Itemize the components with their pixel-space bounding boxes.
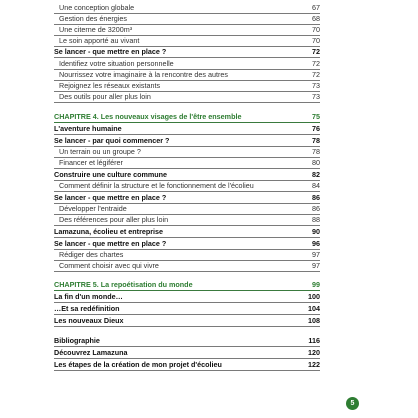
toc-section-page: 122 xyxy=(308,360,320,369)
toc-section[interactable] xyxy=(54,304,320,315)
toc-entry-label: Rédiger des chartes xyxy=(59,250,124,259)
toc-entry[interactable] xyxy=(54,36,320,47)
toc-entry-label: Des références pour aller plus loin xyxy=(59,215,169,224)
toc-section-page: 78 xyxy=(312,136,320,145)
toc-entry[interactable] xyxy=(54,158,320,169)
toc-entry-page: 86 xyxy=(312,204,320,213)
toc-section-page: 82 xyxy=(312,170,320,179)
toc-entry-page: 97 xyxy=(312,250,320,259)
toc-section[interactable] xyxy=(54,348,320,359)
toc-chapter-page: 99 xyxy=(312,280,320,289)
toc-entry[interactable] xyxy=(54,81,320,92)
toc-section-label: Lamazuna, écolieu et entreprise xyxy=(54,227,164,236)
toc-entry-label: Une conception globale xyxy=(59,3,135,12)
toc-entry-page: 80 xyxy=(312,158,320,167)
toc-chapter-label: CHAPITRE 5. La repoétisation du monde xyxy=(54,280,193,289)
toc-section-label: Bibliographie xyxy=(54,336,100,345)
toc-entry-label: Le soin apporté au vivant xyxy=(59,36,140,45)
toc-entry[interactable] xyxy=(54,261,320,272)
toc-entry[interactable] xyxy=(54,181,320,192)
toc-entry[interactable] xyxy=(54,215,320,226)
toc-section[interactable] xyxy=(54,292,320,303)
toc-entry-page: 73 xyxy=(312,92,320,101)
toc-entry[interactable] xyxy=(54,3,320,14)
toc-entry-page: 97 xyxy=(312,261,320,270)
toc-entry-page: 72 xyxy=(312,59,320,68)
toc-entry-page: 67 xyxy=(312,3,320,12)
toc-section[interactable] xyxy=(54,316,320,327)
toc-entry[interactable] xyxy=(54,25,320,36)
toc-chapter-4[interactable] xyxy=(54,112,320,123)
toc-entry-label: Nourrissez votre imaginaire à la rencontre des autres xyxy=(59,70,228,79)
toc-entry-page: 73 xyxy=(312,81,320,90)
toc-section-label: Découvrez Lamazuna xyxy=(54,348,128,357)
toc-entry-label: Financer et légiférer xyxy=(59,158,123,167)
toc-section[interactable] xyxy=(54,136,320,147)
toc-section-page: 120 xyxy=(308,348,320,357)
toc-entry-label: Développer l'entraide xyxy=(59,204,127,213)
toc-section-label: L'aventure humaine xyxy=(54,124,122,133)
toc-entry-page: 72 xyxy=(312,70,320,79)
toc-entry-page: 88 xyxy=(312,215,320,224)
toc-chapter-label: CHAPITRE 4. Les nouveaux visages de l'être ensemble xyxy=(54,112,242,121)
toc-entry[interactable] xyxy=(54,250,320,261)
toc-section-label: Se lancer - que mettre en place ? xyxy=(54,239,167,248)
toc-section-label: Les étapes de la création de mon projet d'écolieu xyxy=(54,360,222,369)
toc-section-label: Construire une culture commune xyxy=(54,170,168,179)
toc-section-label: …Et sa redéfinition xyxy=(54,304,120,313)
toc-section-page: 72 xyxy=(312,47,320,56)
toc-entry-page: 70 xyxy=(312,25,320,34)
toc-section-page: 86 xyxy=(312,193,320,202)
toc-section[interactable] xyxy=(54,227,320,238)
toc-entry-label: Identifiez votre situation personnelle xyxy=(59,59,174,68)
toc-chapter-5[interactable] xyxy=(54,280,320,291)
toc-entry-page: 84 xyxy=(312,181,320,190)
toc-section-page: 96 xyxy=(312,239,320,248)
toc-entry[interactable] xyxy=(54,14,320,25)
toc-section-label: Les nouveaux Dieux xyxy=(54,316,124,325)
toc-section[interactable] xyxy=(54,336,320,347)
toc-section[interactable] xyxy=(54,360,320,371)
toc-chapter-page: 75 xyxy=(312,112,320,121)
toc-entry[interactable] xyxy=(54,204,320,215)
toc-entry-page: 70 xyxy=(312,36,320,45)
toc-section-label: Se lancer - que mettre en place ? xyxy=(54,47,167,56)
toc-section-label: La fin d'un monde… xyxy=(54,292,123,301)
toc-entry-label: Des outils pour aller plus loin xyxy=(59,92,151,101)
toc-entry[interactable] xyxy=(54,92,320,103)
toc-section-page: 116 xyxy=(308,336,320,345)
toc-section[interactable] xyxy=(54,170,320,181)
toc-section-page: 90 xyxy=(312,227,320,236)
toc-entry-label: Comment choisir avec qui vivre xyxy=(59,261,159,270)
toc-section[interactable] xyxy=(54,124,320,135)
toc-entry-page: 68 xyxy=(312,14,320,23)
toc-section-page: 108 xyxy=(308,316,320,325)
toc-section-page: 76 xyxy=(312,124,320,133)
toc-section-page: 100 xyxy=(308,292,320,301)
toc-section[interactable] xyxy=(54,193,320,204)
toc-section[interactable] xyxy=(54,239,320,250)
toc-entry-label: Gestion des énergies xyxy=(59,14,127,23)
toc-section-page: 104 xyxy=(308,304,320,313)
toc-entry[interactable] xyxy=(54,59,320,70)
toc-entry[interactable] xyxy=(54,147,320,158)
toc-entry-label: Comment définir la structure et le fonctionnement de l'écolieu xyxy=(59,181,254,190)
toc-entry[interactable] xyxy=(54,70,320,81)
toc-section[interactable] xyxy=(54,47,320,58)
toc-entry-label: Une citerne de 3200m³ xyxy=(59,25,133,34)
toc-section-label: Se lancer - par quoi commencer ? xyxy=(54,136,170,145)
toc-entry-page: 78 xyxy=(312,147,320,156)
toc-entry-label: Un terrain ou un groupe ? xyxy=(59,147,141,156)
page-number-badge: 5 xyxy=(346,397,359,410)
toc-section-label: Se lancer - que mettre en place ? xyxy=(54,193,167,202)
toc-entry-label: Rejoignez les réseaux existants xyxy=(59,81,161,90)
